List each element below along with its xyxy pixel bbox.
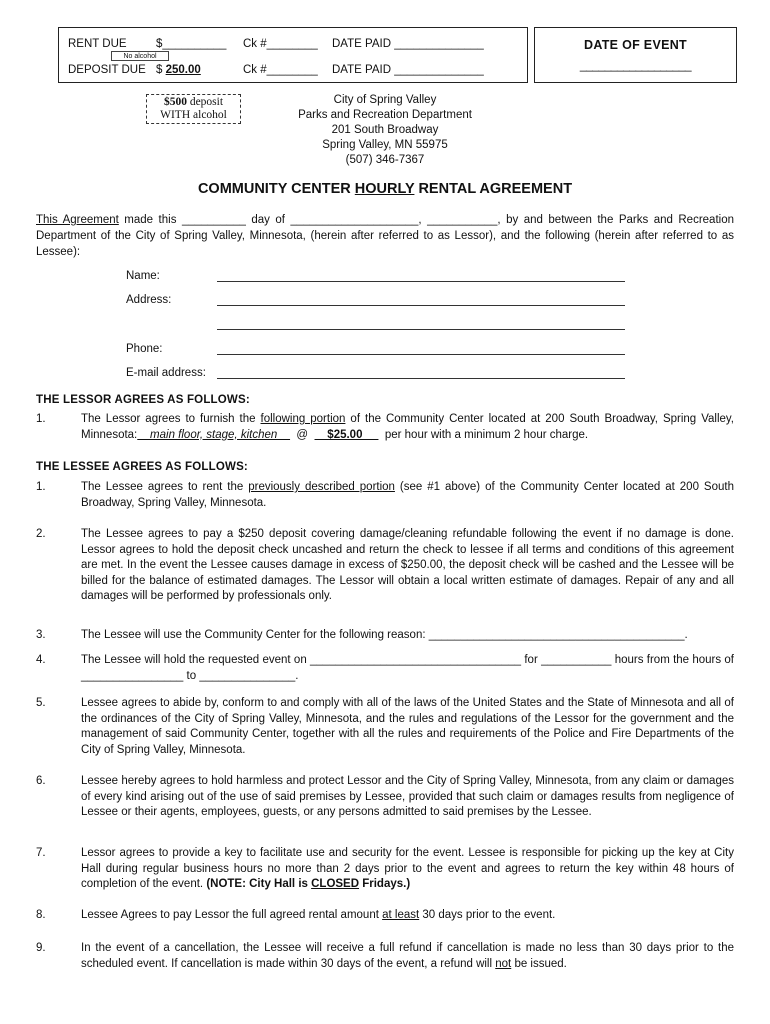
date-of-event-title: DATE OF EVENT <box>584 38 687 52</box>
alcohol-deposit-condition: WITH alcohol <box>160 109 227 121</box>
lessee-item-text: The Lessee will hold the requested event on _________________________________ for ___________ hours from the hours of ________________ to _______________. <box>81 654 734 682</box>
email-label: E-mail address: <box>126 367 206 379</box>
lessee-item-text: The Lessee will use the Community Center for the following reason: ________________________________________. <box>81 629 688 641</box>
item-text-post: be issued. <box>511 957 567 970</box>
intro-this-agreement: This Agreement <box>36 214 119 226</box>
email-field[interactable] <box>217 378 625 379</box>
lessee-item-text <box>81 908 734 924</box>
city-hall-note-pre: (NOTE: City Hall is <box>206 878 312 890</box>
lessor-following-portion: following portion <box>260 413 346 425</box>
date-of-event-blank: __________________ <box>579 58 692 72</box>
lessor-text-post: per hour with a minimum 2 hour charge. <box>378 428 589 441</box>
lessee-item-number: 7. <box>36 847 46 859</box>
title-hourly: HOURLY <box>354 181 415 197</box>
address-field-line-2[interactable] <box>217 329 625 330</box>
lessor-text-mid: of the Community Center located at 200 South Broadway, Spring Valley, Minnesota: <box>81 413 735 441</box>
lessee-item-number: 1. <box>36 481 46 493</box>
name-label: Name: <box>126 270 160 282</box>
lessee-item-text <box>81 480 734 511</box>
lessor-item-number: 1. <box>36 413 46 425</box>
phone-label: Phone: <box>126 343 163 355</box>
lessee-heading: THE LESSEE AGREES AS FOLLOWS: <box>36 461 248 473</box>
lessee-item-number: 8. <box>36 909 46 921</box>
deposit-value: 250.00 <box>165 64 201 76</box>
item-text-post: 30 days prior to the event. <box>419 909 556 921</box>
lessee-item-text <box>81 846 734 893</box>
deposit-date-paid: DATE PAID ______________ <box>332 64 484 76</box>
hourly-rate-value: $25.00 <box>314 428 379 441</box>
item-text-pre: Lessor agrees to provide a key to facilitate use and security for the event. Lessee is responsible for picking up the key at City Hall during regular business hours no more than 2 days prior to the event and agrees to return the key within 48 hours of completion of the event. <box>81 847 734 890</box>
date-of-event-box <box>534 27 737 83</box>
address-city-state-zip: Spring Valley, MN 55975 <box>322 139 448 151</box>
alcohol-deposit-amount: $500 <box>163 96 187 108</box>
item-text-pre: Lessee Agrees to pay Lessor the full agreed rental amount <box>81 909 383 921</box>
document-title <box>0 181 770 197</box>
lessee-item-text: Lessee hereby agrees to hold harmless and protect Lessor and the City of Spring Valley, Minnesota, from any claim or damages of every kind arising out of the use of said premises by Lessee, provided that such claim or damages results from negligence of Lessee or their agents, employees, guests, or any persons admitted to said premises by the Lessee. <box>81 775 734 818</box>
rent-label: RENT DUE <box>68 38 127 50</box>
deposit-amount <box>156 62 201 78</box>
item-text-pre: In the event of a cancellation, the Lessee will receive a full refund if cancellation is made no less than 30 days prior to the scheduled event. If cancellation is made within 30 days of the event, a refund will <box>81 942 734 970</box>
name-field[interactable] <box>217 281 625 282</box>
address-street: 201 South Broadway <box>331 124 439 136</box>
address-field-line-1[interactable] <box>217 305 625 306</box>
lessee-item-number: 2. <box>36 528 46 540</box>
deposit-prefix: $ <box>156 64 163 76</box>
lessee-item-text: Lessee agrees to abide by, conform to and comply with all of the laws of the United States and the State of Minnesota and all of the ordinances of the City of Spring Valley, Minnesota, and the rules and regulations of the Lessor for the government and the management of said Community Center, together with all the rules and requirements of the Police and Fire Departments of the City of Spring Valley, Minnesota. <box>81 697 734 756</box>
deposit-label: DEPOSIT DUE <box>68 64 146 76</box>
rent-check-number: Ck #________ <box>243 38 318 50</box>
agreement-intro <box>36 212 734 260</box>
alcohol-deposit-note <box>146 94 241 124</box>
alcohol-deposit-word: deposit <box>186 96 224 108</box>
lessor-heading: THE LESSOR AGREES AS FOLLOWS: <box>36 394 250 406</box>
phone-field[interactable] <box>217 354 625 355</box>
lessee-item-number: 9. <box>36 942 46 954</box>
address-city: City of Spring Valley <box>333 94 437 106</box>
item-underlined: not <box>495 957 512 970</box>
lessor-item-text <box>81 412 734 443</box>
intro-text: made this __________ day of ____________________, ___________, by and between the Parks and Recreation Department of the City of Spring Valley, Minnesota, (herein after referred to as Lessor), and the following (herein after referred to as Lessee): <box>36 214 734 258</box>
address-label: Address: <box>126 294 172 306</box>
lessee-item-number: 6. <box>36 775 46 787</box>
no-alcohol-tag: No alcohol <box>111 51 169 61</box>
address-department: Parks and Recreation Department <box>298 109 472 121</box>
lessee-item-number: 5. <box>36 697 46 709</box>
lessor-at-sign: @ <box>290 428 315 441</box>
item-text-pre: The Lessee agrees to rent the <box>81 481 249 493</box>
lessor-text-pre: The Lessor agrees to furnish the <box>81 413 261 425</box>
title-part-2: RENTAL AGREEMENT <box>414 181 573 197</box>
city-hall-closed: CLOSED <box>311 878 360 890</box>
city-address <box>260 93 510 168</box>
title-part-1: COMMUNITY CENTER <box>197 181 355 197</box>
deposit-check-number: Ck #________ <box>243 64 318 76</box>
lessee-item-number: 3. <box>36 629 46 641</box>
rent-amount: $__________ <box>156 38 227 50</box>
item-underlined: at least <box>382 909 420 921</box>
lessee-item-text <box>81 941 734 972</box>
rent-date-paid: DATE PAID ______________ <box>332 38 484 50</box>
address-phone: (507) 346-7367 <box>345 154 425 166</box>
city-hall-note-post: Fridays.) <box>359 878 411 890</box>
item-text-post: (see #1 above) of the Community Center located at 200 South Broadway, Spring Valley, Minnesota. <box>81 481 734 509</box>
lessee-item-number: 4. <box>36 654 46 666</box>
lessee-item-text: The Lessee agrees to pay a $250 deposit covering damage/cleaning refundable following the event if no damage is done. Lessor agrees to hold the deposit check uncashed and return the check to lessee if all terms and conditions of this agreement are met. In the event the Lessee causes damage in excess of $250.00, the deposit check will be cashed and the Lessee will be billed for the balance of estimated damages. The Lessor will obtain a local written estimate of damages. Repair of any and all damages will be performed by professionals only. <box>81 528 734 602</box>
item-underlined: previously described portion <box>248 481 395 493</box>
rental-portion-value: main floor, stage, kitchen <box>137 428 291 441</box>
